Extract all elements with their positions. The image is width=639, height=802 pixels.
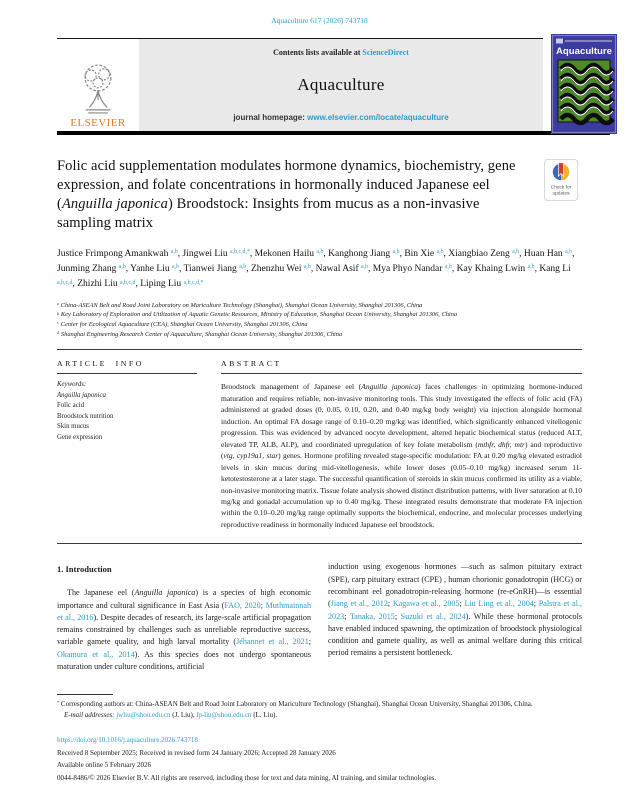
text-segment: Anguilla japonica <box>134 588 196 598</box>
text-segment: ) Broodstock: Insights from mucus as a non-invasive sampling matrix <box>57 196 480 232</box>
text-segment: ) is a species of high economic importance and cultural significance in East Asia ( <box>57 588 312 610</box>
keyword-item <box>57 401 197 412</box>
citation-link[interactable]: Kagawa et al., 2005 <box>392 599 460 609</box>
text-segment: ) and reproductive ( <box>221 439 582 461</box>
author-affiliation-sup[interactable]: a,b <box>303 264 311 271</box>
author-affiliation-sup[interactable]: a,b <box>171 264 179 271</box>
author-affiliation-sup[interactable]: a,b <box>565 249 573 256</box>
text-segment: (L. Liu). <box>251 710 278 719</box>
affiliation <box>57 301 582 311</box>
affiliation-sup: a <box>57 302 59 307</box>
author-affiliation-sup[interactable]: a,b <box>239 264 247 271</box>
body-right-column <box>328 561 582 673</box>
text-segment: Tianwei Jiang <box>183 264 240 275</box>
text-segment: , <box>443 248 449 259</box>
text-segment: Anguilla japonica <box>57 391 106 399</box>
section-heading-introduction: 1. Introduction <box>57 564 112 575</box>
divider-rule <box>57 543 582 544</box>
masthead-band <box>139 39 543 131</box>
text-segment: , <box>246 264 251 275</box>
email-link-lpliu[interactable]: lp-liu@shou.edu.cn <box>196 710 252 719</box>
text-segment: ) faces challenges in optimizing hormone-induced maturation and requires reliable, non-invasive monitoring tools. This study investigated the effects of folic acid (FA) administered at graded doses (0, 0.05, 0.10, 0.20, and 0.40 mg/kg body weight) via injection alongside hormonal induction. An optimal FA dosage range of 0.10–0.20 mg/kg was identified, which significantly enhanced vitellogenic progression. This was evidenced by advanced oocyte development, altered hepatic biochemical status (reduced ALT, elevated TP, ALB, ALP), and coordinated upregulation of key folate metabolism ( <box>221 382 582 449</box>
text-segment: Xiangbiao Zeng <box>448 248 513 259</box>
contents-line <box>143 48 539 57</box>
cover-title-text: Aquaculture <box>556 46 612 57</box>
journal-title: Aquaculture <box>297 75 385 94</box>
info-abstract-section <box>57 350 582 530</box>
keywords-label: Keywords: <box>57 381 87 389</box>
text-segment: Broodstock nutrition <box>57 412 114 420</box>
text-segment: Anguilla japonica <box>61 196 168 213</box>
homepage-link[interactable]: www.elsevier.com/locate/aquaculture <box>307 113 449 122</box>
text-segment: ; <box>394 611 401 621</box>
text-segment: , <box>125 264 131 275</box>
journal-cover-thumbnail[interactable] <box>551 34 617 134</box>
elsevier-wordmark: ELSEVIER <box>70 117 126 129</box>
badge-label-line2: updates <box>552 191 570 197</box>
text-segment: Skin mucus <box>57 423 89 431</box>
affiliations <box>57 301 582 339</box>
affiliation-sup: d <box>57 330 59 335</box>
text-segment: , <box>72 279 78 290</box>
text-segment: Zhenzhu Wei <box>250 264 304 275</box>
citation-link[interactable]: Jéhannet et al., 2021 <box>236 637 309 647</box>
text-segment: ) genes. Hormone profiling revealed stage-specific modulation: FA at 0.20 mg/kg elevated estradiol levels in skin mucus during mid-vitellogenesis, while lower doses (0.05–0.10 mg/kg) increased serum 11-ketotestosterone at a later stage. The successful quantification of steroids in skin mucus confirmed its utility as a viable, non-invasive monitoring matrix. Tissue folate analysis showed distinct distribution patterns, with liver saturation at 0.10 mg/kg and gonadal accumulation up to 0.40 mg/kg. These integrated results demonstrate that moderate FA injection within the 0.10–0.20 mg/kg range optimally supports the biochemical, endocrine, and molecular processes underlying reproductive readiness in hormonally induced Japanese eel broodstock. <box>221 451 582 529</box>
keywords-block <box>57 380 197 443</box>
text-segment: , <box>368 264 373 275</box>
text-segment: ; <box>260 600 266 610</box>
intro-paragraph-2 <box>328 561 582 659</box>
keyword-item <box>57 422 197 433</box>
author-affiliation-sup[interactable]: a,b,c,d <box>57 279 73 286</box>
text-segment: ; <box>344 611 350 621</box>
citation-link[interactable]: Jiang et al., 2012 <box>330 599 388 609</box>
abstract-column <box>221 350 582 530</box>
author-affiliation-sup[interactable]: a,b <box>118 264 126 271</box>
text-segment: , <box>249 248 255 259</box>
journal-cover-art <box>551 34 617 134</box>
copyright-line: 0044-8486/© 2026 Elsevier B.V. All rights are reserved, including those for text and data mining, AI training, and similar technologies. <box>57 773 437 782</box>
author-affiliation-sup[interactable]: a,b <box>316 249 324 256</box>
text-segment: induction using exogenous hormones —such as salmon pituitary extract (SPE), carp pituitary extract (CPE) , human chorionic gonadotropin (HCG) or recombinant eel gonadotropin-releasing hormone (re-eGnRH)—is essential ( <box>328 562 582 609</box>
masthead-divider-bar <box>57 131 610 135</box>
citation-link[interactable]: Muthmainnah et al., 2016 <box>57 600 311 622</box>
article-title <box>57 157 519 234</box>
text-segment: , <box>519 248 524 259</box>
text-segment: , <box>323 248 329 259</box>
text-segment: Mya Phyo Nandar <box>372 264 445 275</box>
text-segment: Yanhe Liu <box>130 264 172 275</box>
text-segment: Bin Xie <box>404 248 437 259</box>
text-segment: The Japanese eel ( <box>67 588 135 598</box>
affiliation-text: Shanghai Engineering Research Center of Aquaculture, Shanghai Ocean University, Shanghai 201306, China <box>60 330 343 338</box>
title-section <box>57 157 582 234</box>
text-segment: Kang Li <box>539 264 571 275</box>
author-affiliation-sup[interactable]: a,b,c,d,* <box>230 249 250 256</box>
citation-link[interactable]: Suzuki et al., 2024 <box>400 611 466 621</box>
article-info-column <box>57 350 197 530</box>
text-segment: , <box>177 248 183 259</box>
citation-link[interactable]: Palstra et al., 2023 <box>328 599 582 621</box>
text-segment: Nawal Asif <box>315 264 361 275</box>
body-left-column <box>57 561 311 673</box>
citation-link[interactable]: Liu Ling et al., 2004 <box>464 599 534 609</box>
affiliation-text: China-ASEAN Belt and Road Joint Laboratory on Mariculture Technology (Shanghai), Shanghai Ocean University, Shanghai 201306, China <box>60 301 423 309</box>
affiliation <box>57 330 582 340</box>
text-segment: , <box>178 264 184 275</box>
footnote-rule <box>57 694 113 695</box>
text-segment: Zhizhi Liu <box>77 279 120 290</box>
author-list <box>57 247 582 293</box>
affiliation-text: Center for Ecological Aquaculture (CEA), Shanghai Ocean University, Shanghai 201306, China <box>60 321 308 329</box>
text-segment: Junming Zhang <box>57 264 119 275</box>
text-segment: Anguilla japonica <box>361 382 418 392</box>
keyword-item <box>57 391 197 402</box>
text-segment: , <box>135 279 141 290</box>
intro-paragraph-1 <box>57 587 311 673</box>
crossmark-icon <box>544 159 578 201</box>
available-online-line: Available online 5 February 2026 <box>57 761 151 769</box>
author-affiliation-sup[interactable]: a,b,c,d <box>120 279 136 286</box>
text-segment: , <box>534 264 540 275</box>
sciencedirect-link[interactable]: ScienceDirect <box>362 48 409 57</box>
text-segment: vtg, cyp19a1, star <box>223 451 279 461</box>
text-segment: ). Despite decades of research, its large-scale artificial propagation remains constrained by challenges such as unreliable reproductive success, variable gamete quality, and high larval mortality ( <box>57 612 311 647</box>
text-segment: Kay Khaing Lwin <box>456 264 528 275</box>
text-segment: , <box>572 248 575 259</box>
citation-link[interactable]: Tanaka, 2015 <box>349 611 395 621</box>
page-footer <box>57 694 582 783</box>
text-segment: mthfr, dhfr, mtr <box>477 439 525 449</box>
text-segment: Corresponding authors at: China-ASEAN Belt and Road Joint Laboratory on Mariculture Technology (Shanghai), Shanghai Ocean University, Shanghai 201306, China. <box>59 700 533 708</box>
check-for-updates-badge[interactable] <box>544 159 578 201</box>
text-segment: (J. Liu), <box>170 710 197 719</box>
text-segment: Folic acid supplementation modulates hormone dynamics, biochemistry, gene expression, and folate concentrations in hormonally induced Japanese eel ( <box>57 157 516 213</box>
text-segment: Gene expression <box>57 433 103 441</box>
text-segment: ). As this species does not undergo spontaneous maturation under culture conditions, artificial <box>57 649 311 672</box>
text-segment: ; <box>387 599 393 609</box>
author-affiliation-sup[interactable]: a,b,c,d,* <box>183 279 204 286</box>
affiliation <box>57 320 582 330</box>
masthead <box>57 38 612 131</box>
author-affiliation-sup[interactable]: a,b <box>392 249 400 256</box>
affiliation-sup: c <box>57 321 59 326</box>
abstract-header: ABSTRACT <box>221 350 582 374</box>
keyword-item <box>57 412 197 423</box>
author-affiliation-sup[interactable]: a,b <box>512 249 520 256</box>
text-segment: Jingwei Liu <box>182 248 230 259</box>
citation-link[interactable]: FAO, 2020 <box>224 600 261 610</box>
received-dates-line: Received 8 September 2025; Received in revised form 24 January 2026; Accepted 28 January 2026 <box>57 748 336 757</box>
keyword-item <box>57 433 197 444</box>
text-segment: E-mail addresses: <box>64 710 117 719</box>
text-segment: ; <box>459 599 465 609</box>
doi-link[interactable]: https://doi.org/10.1016/j.aquaculture.2026.743718 <box>57 736 198 744</box>
citation-link[interactable]: Okamura et al., 2014 <box>57 649 135 659</box>
corresponding-author-note <box>57 699 582 710</box>
elsevier-tree-icon <box>72 62 124 116</box>
text-segment: * <box>57 700 60 706</box>
text-segment: , <box>310 264 316 275</box>
text-segment: ; <box>308 637 311 647</box>
text-segment: ). While these hormonal protocols have enabled induced spawning, the optimization of broodstock physiological condition and gamete quality, as well as animal welfare during this critical period remains a persistent bottleneck. <box>328 611 582 658</box>
text-segment: Broodstock management of Japanese eel ( <box>221 382 362 392</box>
email-link-jwliu[interactable]: jwliu@shou.edu.cn <box>116 710 171 719</box>
article-info-header: ARTICLE INFO <box>57 350 197 374</box>
author-affiliation-sup[interactable]: a,b <box>170 249 178 256</box>
text-segment: Liping Liu <box>140 279 184 290</box>
text-segment: journal homepage: <box>233 113 308 122</box>
masthead-main <box>57 38 543 131</box>
author-affiliation-sup[interactable]: a,b <box>444 264 452 271</box>
text-segment: Kanghong Jiang <box>328 248 393 259</box>
email-addresses-line <box>64 710 582 721</box>
journal-homepage-line <box>143 113 539 122</box>
affiliation <box>57 310 582 320</box>
author-affiliation-sup[interactable]: a,b <box>361 264 369 271</box>
affiliation-text: Key Laboratory of Exploration and Utilization of Aquatic Genetic Resources, Ministry of Education, Shanghai Ocean University, Shanghai 201306, China <box>60 311 458 319</box>
text-segment: Contents lists available at <box>273 48 363 57</box>
text-segment: , <box>399 248 405 259</box>
affiliation-sup: b <box>57 311 59 316</box>
elsevier-logo <box>57 39 139 131</box>
abstract-text <box>221 381 582 530</box>
text-segment: Mekonen Hailu <box>254 248 317 259</box>
author-affiliation-sup[interactable]: a,b <box>527 264 535 271</box>
body-text-section <box>57 561 582 673</box>
text-segment: Justice Frimpong Amankwah <box>57 248 171 259</box>
journal-citation[interactable]: Aquaculture 617 (2026) 743718 <box>271 16 368 25</box>
text-segment: , <box>451 264 457 275</box>
badge-label-line1: Check for <box>550 185 572 191</box>
text-segment: ; <box>533 599 539 609</box>
text-segment: Folic acid <box>57 402 84 410</box>
text-segment: Huan Han <box>523 248 566 259</box>
author-affiliation-sup[interactable]: a,b <box>436 249 444 256</box>
